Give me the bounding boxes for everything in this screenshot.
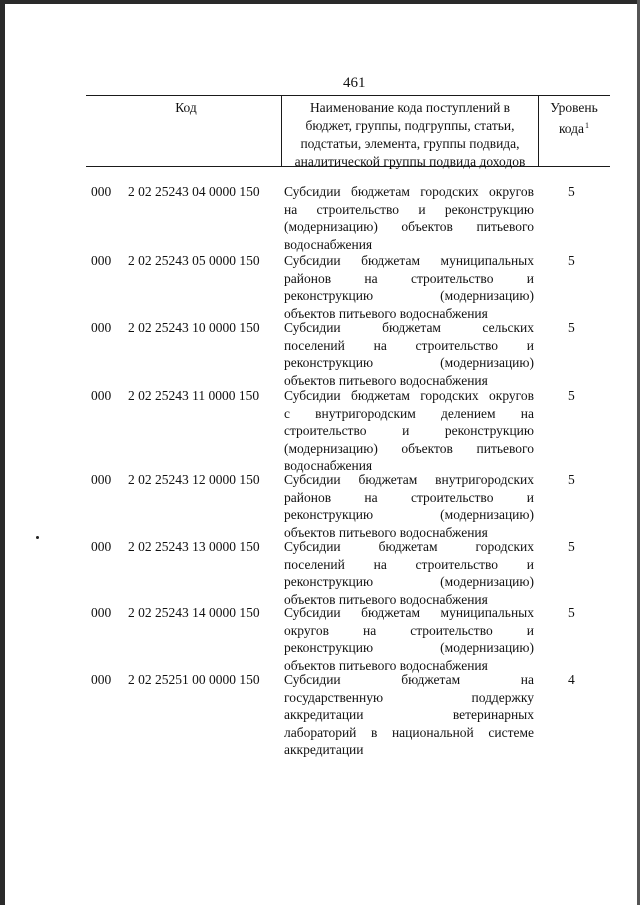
row-code: 2 02 25243 05 0000 150	[128, 253, 260, 268]
row-prefix: 000	[91, 388, 112, 403]
row-prefix: 000	[91, 672, 112, 687]
header-level-label: кода	[558, 121, 585, 136]
row-code: 2 02 25243 11 0000 150	[128, 388, 260, 403]
scan-speck	[36, 536, 39, 539]
row-name-line: Субсидии бюджетам городских округов	[284, 388, 534, 403]
row-name-line: на строительство и реконструкцию	[284, 201, 534, 217]
row-name-line: районов на строительство и	[284, 270, 534, 286]
header-name-line: аналитической группы подвида доходов	[294, 154, 526, 169]
header-name-line: подстатьи, элемента, группы подвида,	[300, 136, 520, 151]
scan-edge-top	[0, 0, 640, 4]
row-name	[284, 604, 534, 674]
header-level-line	[540, 117, 608, 138]
row-code: 2 02 25243 12 0000 150	[128, 472, 260, 487]
row-prefix: 000	[91, 472, 112, 487]
row-level: 5	[568, 605, 575, 620]
scan-edge-left	[0, 0, 5, 905]
row-name-line: округов на строительство и	[284, 622, 534, 638]
row-name-line: Субсидии бюджетам муниципальных	[284, 253, 534, 268]
header-level-footnote: 1	[585, 121, 590, 130]
row-name-line: аккредитации	[284, 742, 364, 757]
row-level: 5	[568, 320, 575, 335]
row-name	[284, 671, 534, 759]
row-name-line: Субсидии бюджетам внутригородских	[284, 472, 534, 487]
row-code: 2 02 25243 10 0000 150	[128, 320, 260, 335]
row-name-line: лабораторий в национальной системе	[284, 724, 534, 740]
row-name	[284, 387, 534, 475]
row-name-line: водоснабжения	[284, 458, 373, 473]
header-name-line: Наименование кода поступлений в	[309, 100, 511, 115]
row-name	[284, 319, 534, 389]
header-level	[540, 99, 608, 138]
table-top-rule	[86, 95, 610, 96]
row-code: 2 02 25251 00 0000 150	[128, 672, 260, 687]
row-prefix: 000	[91, 253, 112, 268]
row-name-line: поселений на строительство и	[284, 337, 534, 353]
row-name-line: (модернизацию) объектов питьевого	[284, 440, 534, 456]
row-name-line: Субсидии бюджетам сельских	[284, 320, 534, 335]
header-name-line: бюджет, группы, подгруппы, статьи,	[305, 118, 515, 133]
row-name-line: объектов питьевого водоснабжения	[284, 591, 488, 607]
row-name-line: объектов питьевого водоснабжения	[284, 372, 488, 388]
row-name-line: объектов питьевого водоснабжения	[284, 305, 488, 321]
row-level: 4	[568, 672, 575, 687]
header-code: Код	[175, 100, 197, 115]
row-name-line: реконструкцию (модернизацию)	[284, 507, 534, 522]
row-name-line: Субсидии бюджетам на	[284, 672, 534, 687]
row-name-line: объектов питьевого водоснабжения	[284, 657, 488, 673]
row-name-line: реконструкцию (модернизацию)	[284, 288, 534, 303]
row-name-line: Субсидии бюджетам городских	[284, 539, 534, 554]
row-name	[284, 538, 534, 608]
row-name-line: аккредитации ветеринарных	[284, 707, 534, 722]
row-level: 5	[568, 388, 575, 403]
row-level: 5	[568, 184, 575, 199]
row-name-line: (модернизацию) объектов питьевого	[284, 219, 534, 234]
page-number: 461	[343, 75, 366, 91]
row-name-line: поселений на строительство и	[284, 556, 534, 572]
column-divider-name-level	[538, 95, 539, 167]
row-name-line: реконструкцию (модернизацию)	[284, 640, 534, 655]
row-name-line: реконструкцию (модернизацию)	[284, 355, 534, 370]
header-name	[284, 99, 536, 171]
row-name-line: Субсидии бюджетам городских округов	[284, 184, 534, 199]
row-name-line: Субсидии бюджетам муниципальных	[284, 605, 534, 620]
row-name-line: реконструкцию (модернизацию)	[284, 574, 534, 589]
row-prefix: 000	[91, 605, 112, 620]
row-name-line: строительство и реконструкцию	[284, 423, 534, 438]
row-name-line: объектов питьевого водоснабжения	[284, 524, 488, 540]
row-code: 2 02 25243 14 0000 150	[128, 605, 260, 620]
row-name	[284, 252, 534, 322]
row-level: 5	[568, 253, 575, 268]
row-prefix: 000	[91, 184, 112, 199]
row-code: 2 02 25243 04 0000 150	[128, 184, 260, 199]
row-name-line: государственную поддержку	[284, 689, 534, 705]
row-level: 5	[568, 472, 575, 487]
row-name	[284, 471, 534, 541]
row-name-line: водоснабжения	[284, 236, 373, 252]
row-prefix: 000	[91, 320, 112, 335]
row-name-line: районов на строительство и	[284, 489, 534, 505]
row-name-line: с внутригородским делением на	[284, 405, 534, 421]
row-level: 5	[568, 539, 575, 554]
row-code: 2 02 25243 13 0000 150	[128, 539, 260, 554]
header-level-line: Уровень	[550, 100, 598, 115]
row-name	[284, 183, 534, 253]
row-prefix: 000	[91, 539, 112, 554]
